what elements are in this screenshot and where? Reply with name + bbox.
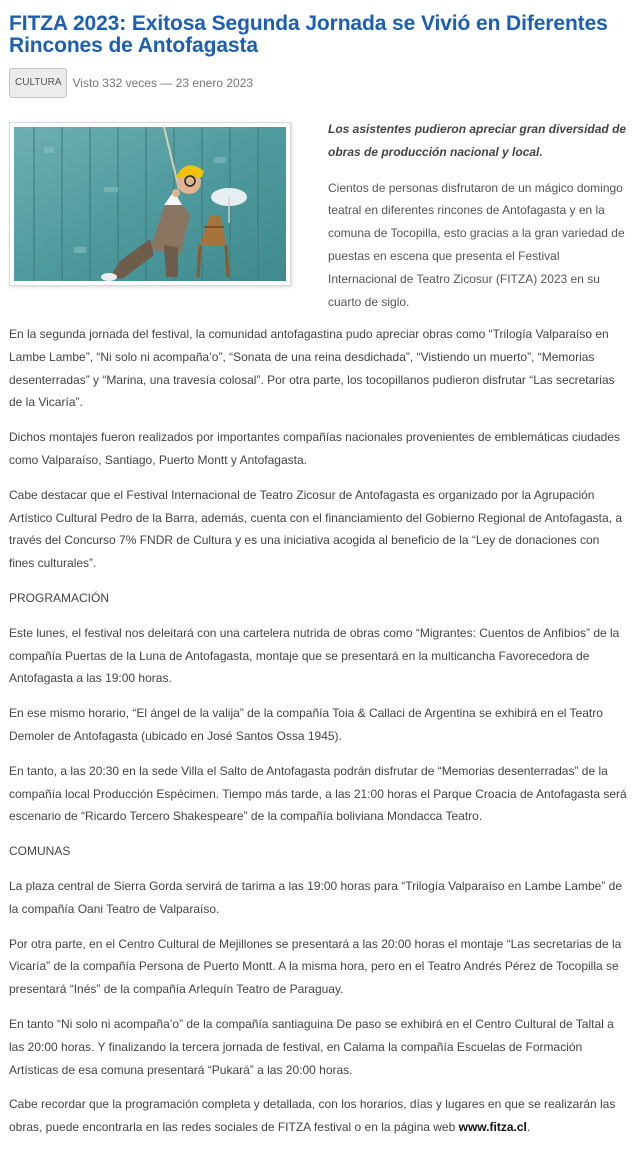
- closing-paragraph: [9, 1093, 627, 1139]
- paragraph: En tanto, a las 20:30 en la sede Villa el Salto de Antofagasta podrán disfrutar de “Memorias desenterradas” de la compañía local Producción Espécimen. Tiempo más tarde, a las 21:00 horas el Parque Croacia de Antofagasta será escenario de “Ricardo Tercero Shakespeare” de la compañía boliviana Mondacca Teatro.: [9, 763, 627, 824]
- website-link[interactable]: www.fitza.cl: [458, 1120, 527, 1135]
- section-heading-comunas: COMUNAS: [9, 844, 71, 859]
- section-heading-programacion: PROGRAMACIÓN: [9, 590, 110, 605]
- closing-text: Cabe recordar que la programación completa y detallada, con los horarios, días y lugares en que se realizarán las obras, puede encontrarla en las redes sociales de FITZA festival o en la página web: [9, 1097, 616, 1135]
- paragraph: Cabe destacar que el Festival Internacional de Teatro Zicosur de Antofagasta es organizado por la Agrupación Artístico Cultural Pedro de la Barra, además, cuenta con el financiamiento del Gobierno Regional de Antofagasta, a través del Concurso 7% FNDR de Cultura y es una iniciativa acogida al beneficio de la “Ley de donaciones con fines culturales”.: [9, 487, 623, 571]
- paragraph: La plaza central de Sierra Gorda servirá de tarima a las 19:00 horas para “Trilogía Valparaíso en Lambe Lambe” de la compañía Oani Teatro de Valparaíso.: [9, 878, 622, 916]
- article-meta: [9, 68, 253, 98]
- paragraph: Dichos montajes fueron realizados por importantes compañías nacionales provenientes de emblemáticas ciudades como Valparaíso, Santiago, Puerto Montt y Antofagasta.: [9, 430, 621, 467]
- paragraph: En tanto “Ni solo ni acompaña’o” de la compañía santiaguina De paso se exhibirá en el Centro Cultural de Taltal a las 20:00 horas. Y finalizando la tercera jornada de festival, en Calama la compañía Escuelas de Formación Artísticas de esa comuna presentará “Pukará” a las 20:00 horas.: [9, 1016, 614, 1077]
- article-image: [9, 122, 291, 286]
- lead-text: Los asistentes pudieron apreciar gran diversidad de obras de producción nacional y local.: [328, 122, 627, 159]
- paragraph: Este lunes, el festival nos deleitará con una cartelera nutrida de obras como “Migrantes: Cuentos de Anfibios” de la compañía Puertas de la Luna de Antofagasta, montaje que se presentará en la multicancha Favorecedora de Antofagasta a las 19:00 horas.: [9, 625, 620, 686]
- paragraph: Por otra parte, en el Centro Cultural de Mejillones se presentará a las 20:00 horas el montaje “Las secretarias de la Vicaría” de la compañía Persona de Puerto Montt. A la misma hora, pero en el Teatro Andrés Pérez de Tocopilla se presentará “Inés” de la compañía Arlequín Teatro de Paraguay.: [9, 936, 622, 997]
- theatre-performer-photo-icon: [14, 127, 286, 281]
- closing-end: .: [526, 1120, 531, 1135]
- category-badge[interactable]: CULTURA: [9, 68, 67, 98]
- article-body: [9, 323, 627, 1151]
- paragraph: En ese mismo horario, “El ángel de la valija” de la compañía Toia & Callaci de Argentina se exhibirá en el Teatro Demoler de Antofagasta (ubicado en José Santos Ossa 1945).: [9, 706, 603, 743]
- intro-text: Cientos de personas disfrutaron de un mágico domingo teatral en diferentes rincones de Antofagasta y en la comuna de Tocopilla, esto gracias a la gran variedad de puestas en escena que presenta el Festival Internacional de Teatro Zicosur (FITZA) 2023 en su cuarto de siglo.: [328, 180, 625, 309]
- views-date: Visto 332 veces — 23 enero 2023: [72, 76, 254, 90]
- paragraph: En la segunda jornada del festival, la comunidad antofagastina pudo apreciar obras como “Trilogía Valparaíso en Lambe Lambe”, “Ni solo ni acompaña’o”, “Sonata de una reina desdichada”, “Vistiendo un muerto”, “Memorias desenterradas” y “Marina, una travesía colosal”. Por otra parte, los tocopillanos pudieron disfrutar “Las secretarias de la Vicaría”.: [9, 327, 615, 410]
- article-intro: [328, 118, 627, 326]
- article-title: FITZA 2023: Exitosa Segunda Jornada se Vivió en Diferentes Rincones de Antofagasta: [9, 12, 608, 57]
- article: [9, 0, 627, 1135]
